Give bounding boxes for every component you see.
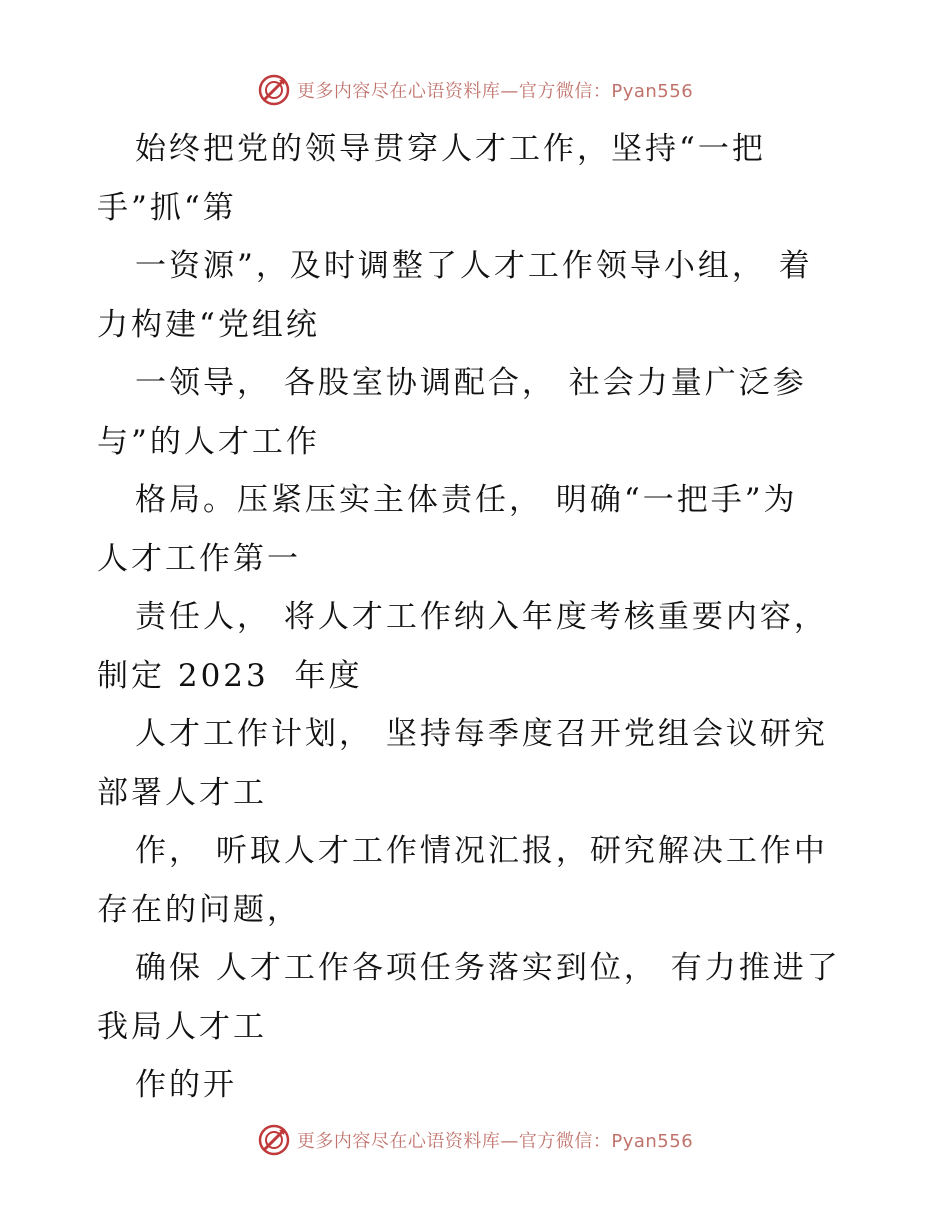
- text-line: 作的开: [135, 1067, 237, 1103]
- watermark-text: 更多内容尽在心语资料库—官方微信：Pyan556: [296, 81, 694, 102]
- brand-logo-icon: [257, 1123, 291, 1157]
- text-line: 作， 听取人才工作情况汇报，研究解决工作中: [135, 833, 828, 869]
- watermark-text: 更多内容尽在心语资料库—官方微信：Pyan556: [296, 1131, 694, 1152]
- text-line: 部署人才工: [97, 774, 267, 811]
- text-line: 确保 人才工作各项任务落实到位， 有力推进了: [135, 950, 841, 986]
- text-line: 制定 2023 年度: [97, 657, 363, 694]
- text-line: 一资源”，及时调整了人才工作领导小组， 着: [135, 248, 813, 284]
- document-body: [97, 120, 857, 1115]
- text-line: 存在的问题，: [97, 891, 301, 928]
- text-line: 我局人才工: [97, 1008, 267, 1045]
- text-line: 一领导， 各股室协调配合， 社会力量广泛参: [135, 365, 807, 401]
- text-line: 力构建“党组统: [97, 306, 320, 343]
- text-line: 责任人， 将人才工作纳入年度考核重要内容，: [135, 599, 828, 635]
- text-line: 人才工作计划， 坚持每季度召开党组会议研究: [135, 716, 828, 752]
- text-line: 人才工作第一: [97, 540, 301, 577]
- text-line: 与”的人才工作: [97, 423, 320, 460]
- text-line: 手”抓“第: [97, 189, 237, 226]
- text-line: 始终把党的领导贯穿人才工作，坚持“一把: [135, 131, 766, 167]
- header-watermark: [0, 70, 950, 110]
- footer-watermark: [0, 1120, 950, 1160]
- brand-logo-icon: [257, 73, 291, 107]
- text-line: 格局。压紧压实主体责任， 明确“一把手”为: [135, 482, 798, 518]
